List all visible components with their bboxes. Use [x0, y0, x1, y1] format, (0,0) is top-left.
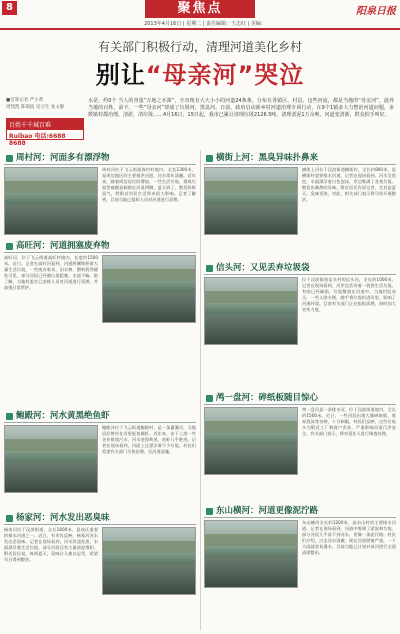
- article-title: 高旺河：河道拥塞废弃物: [4, 240, 196, 253]
- article-text: 位于汉滨街道信头村的信头河，全长约1000米。记者在现场看到，河岸边丢弃着一袋袋生活垃圾，有的已经破损，垃圾散落在河道中。当地村民表示，一些人图方便，随手将垃圾扔进河里，影响了河道环境。目前有关部门正在组织清理，同时加大宣传力度。: [302, 277, 396, 312]
- article-title: 横街上河：黑臭异味扑鼻来: [204, 152, 396, 165]
- article-text: 横街上河位于汉滨街道横街村，全长约800米，是横街村重要排水河道。记者在现场看到，河水呈黑色，水面漂浮着白色泡沫，岸边堆满了各类垃圾，散发出刺鼻的异味。附近居民告诉记者，尤其是夏天，臭味更浓。对此，相关部门表示将尽快开展整治。: [302, 167, 396, 202]
- river-photo: [204, 407, 298, 475]
- river-photo: [204, 520, 298, 588]
- article-text: 东山横河全长约1200米，是东山村的主要排水河道。记者在现场看到，河道中堆满了淤泥和垃圾，部分河段几乎看不到河水，更像一条泥泞路。村民们介绍，过去河水清澈，现在河道淤塞严重，一下大雨就容易漫水。目前当地已计划对该河进行全面清淤整治。: [302, 520, 396, 555]
- article-text: 高旺河，位于飞云街道高旺村境内，长度约1500米。近日，记者在高旺河看到，河道两侧堆积着大量生活垃圾，一些废弃家具、旧衣物、塑料袋等随处可见，部分河段已经被垃圾阻塞，水流不畅。据了解，当地村委会已安排人员对河道进行清理，并加强日常管护。: [4, 255, 98, 290]
- masthead-logo: 阳泉日报: [356, 6, 396, 17]
- page-header: [0, 0, 400, 30]
- article-xintou: [204, 262, 396, 355]
- article-title: 鲍殿河：河水黄黑绝鱼虾: [4, 410, 196, 423]
- article-text: 鸬一盘河是一条排水河，位于汉滨街道境内，全长约1500米。近日，一些河段出现大量碎纸板、废弃泡沫等杂物，十分刺眼。村民们反映，这些垃圾多为附近工厂和商户丢弃，严重影响河道行洪安全。有关部门表示，将对责任人进行调查处理。: [302, 407, 396, 436]
- headline-part1: 别让: [95, 61, 146, 89]
- article-zhoucun: [4, 152, 196, 245]
- headline-part2: 哭泣: [254, 61, 305, 89]
- river-photo: [204, 167, 298, 235]
- section-title: 聚焦点: [145, 0, 255, 18]
- article-hengjie: [204, 152, 396, 245]
- article-luyipan: [204, 392, 396, 485]
- article-gaowang: [4, 240, 196, 333]
- headline-highlight: “母亲河”: [145, 61, 255, 89]
- hotline-number: Ruibao 电话:6688 8688: [9, 133, 66, 147]
- article-text: 周村河位于飞云街道周村村境内，全长1300米，是周边地区的主要排洪河道，河水常年清澈。近年来，随着周边居民的增加，一些生活垃圾、建筑垃圾等被随意倾倒在河道两侧，夏天到了，散发阵阵臭气，给附近村民生活带来很大影响。记者了解到，目前当地已组织人员对河道进行清理。: [102, 167, 196, 202]
- river-photo: [4, 425, 98, 493]
- river-photo: [102, 527, 196, 595]
- hotline-box: [6, 118, 84, 147]
- article-dongshan: [204, 505, 396, 598]
- lead-paragraph: 水是，约0个 当人的容量“万地之本源”，全市现有大大小小的河道24条条，分布在各镇区、村县，这些河流，都是当地的“母亲河”，滋养当地的百姓。前不，一些“母亲河”却成了垃圾河，黑臭河。日前，政府启动新乡村河道治理专项行动，在9个1镇多大力整治河道问题，多数镇村都治理，清淤，清垃圾……4月16日，15日起，我市已累计清理垃圾2126.5吨，清理淤泥1万余吨，河道变清新，群众拍手叫好。: [88, 98, 394, 118]
- article-baodian: [4, 410, 196, 503]
- article-title: 周村河：河面多有漂浮物: [4, 152, 196, 165]
- main-headline: [0, 55, 400, 90]
- article-title: 东山横河：河道更像泥泞路: [204, 505, 396, 518]
- column-divider: [200, 150, 201, 630]
- article-yangjia: [4, 512, 196, 605]
- river-photo: [204, 277, 298, 345]
- kicker-headline: 有关部门积极行动，清理河道美化乡村: [97, 40, 302, 54]
- article-title: 信头河：又见丢弃垃圾袋: [204, 262, 396, 275]
- river-photo: [102, 255, 196, 323]
- hotline-title: 百姓千千城百难: [7, 119, 83, 130]
- river-photo: [4, 167, 98, 235]
- article-title: 杨家河：河水发出恶臭味: [4, 512, 196, 525]
- article-text: 杨家河位于汉滨街道，全长1800米，是该区重要的排水河道之一。近日，有市民反映，杨家河河水发出恶臭味。记者在现场看到，河水浑浊发黑，水面漂浮着生活垃圾，部分河段还有大量淤泥堆积。附近居民说，每到夏天，臭味让人难以忍受，希望早日得到整治。: [4, 527, 98, 562]
- article-title: 鸬一盘河：碎纸板随目惊心: [204, 392, 396, 405]
- page-number: 8: [2, 1, 17, 15]
- article-text: 鲍殿河位于飞云街道鲍殿村，是一条灌溉河，当地居民曾经在河里捉鱼摸虾。近年来，由于上游一些企业排放污水，河水变得黄黑，鱼虾几乎绝迹。记者在现场看到，河面上还漂浮着不少垃圾。村民们希望有关部门尽快治理，还河道清澈。: [102, 425, 196, 454]
- issue-line: 2013年4月16日 | 星期二 | 责任编辑：王志红 | 美编：: [144, 21, 266, 27]
- byline: ■首席记者 严小黄 周凯凯 陈瑞波 见习生 张文静: [6, 98, 65, 110]
